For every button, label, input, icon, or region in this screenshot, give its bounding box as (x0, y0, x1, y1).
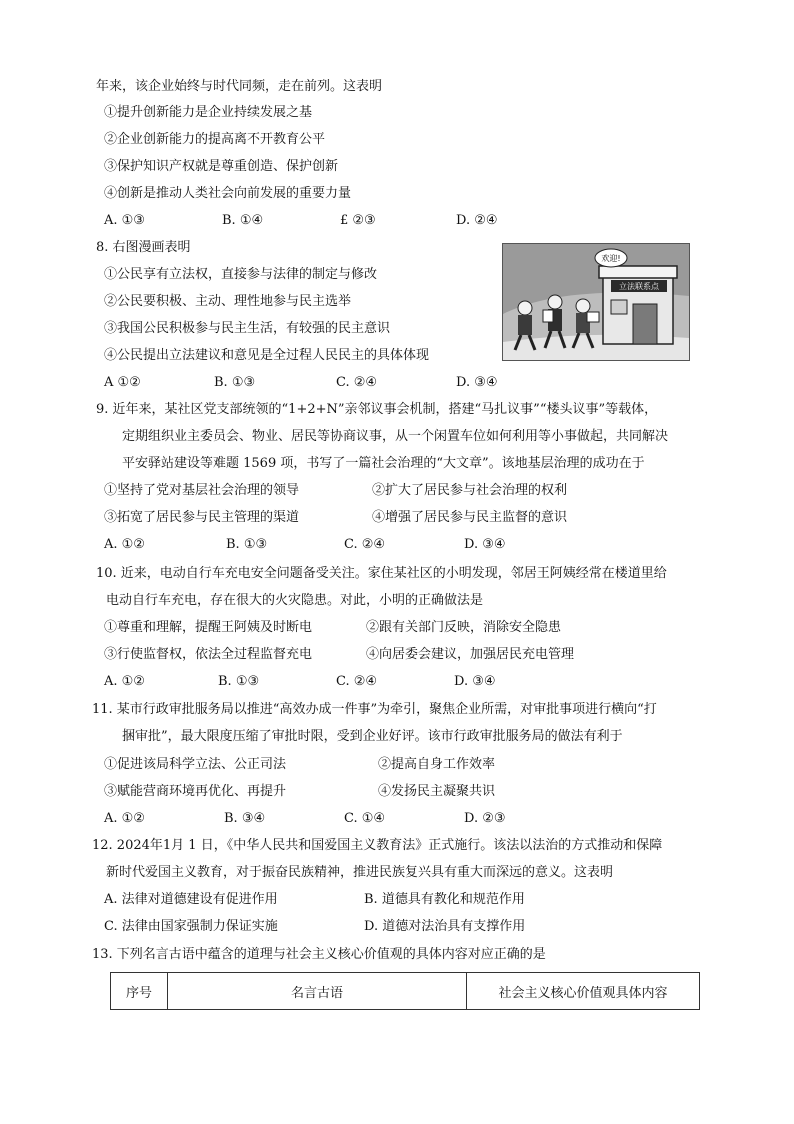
q11-option-a: A. ①② (104, 811, 145, 826)
q8-option-c: C. ②④ (336, 375, 378, 390)
q10-item-3: ③行使监督权，依法全过程监督充电 (104, 647, 313, 662)
cartoon-welcome-sign: 欢迎! (601, 254, 621, 263)
q8-cartoon-image (502, 243, 690, 361)
cartoon-drawing (503, 244, 689, 360)
table-header-quote: 名言古语 (168, 973, 467, 1010)
q7-option-a: A. ①③ (104, 213, 145, 228)
q9-option-b: B. ①③ (226, 537, 268, 552)
q12-option-c: C. 法律由国家强制力保证实施 (104, 919, 278, 934)
q7-stem-continuation: 年来，该企业始终与时代同频，走在前列。这表明 (96, 79, 383, 94)
q10-stem-line-2: 电动自行车充电，存在很大的火灾隐患。对此，小明的正确做法是 (106, 593, 484, 608)
q10-option-b: B. ①③ (218, 674, 260, 689)
q8-stem: 8. 右图漫画表明 (96, 240, 191, 255)
q7-option-b: B. ①④ (222, 213, 264, 228)
q7-item-1: ①提升创新能力是企业持续发展之基 (104, 105, 313, 120)
q9-stem-line-2: 定期组织业主委员会、物业、居民等协商议事，从一个闲置车位如何利用等小事做起，共同解决 (122, 429, 669, 444)
q9-option-c: C. ②④ (344, 537, 386, 552)
q7-item-4: ④创新是推动人类社会向前发展的重要力量 (104, 186, 352, 201)
q7-item-2: ②企业创新能力的提高离不开教育公平 (104, 132, 326, 147)
q10-item-2: ②跟有关部门反映，消除安全隐患 (366, 620, 562, 635)
q9-stem-line-1: 9. 近年来，某社区党支部统领的“1+2+N”亲邻议事会机制，搭建“马扎议事”“楼头议事”等载体， (96, 402, 658, 417)
q10-option-c: C. ②④ (336, 674, 378, 689)
q8-item-2: ②公民要积极、主动、理性地参与民主选举 (104, 294, 352, 309)
q10-item-1: ①尊重和理解，提醒王阿姨及时断电 (104, 620, 313, 635)
q11-option-d: D. ②③ (464, 811, 506, 826)
q9-item-4: ④增强了居民参与民主监督的意识 (372, 510, 568, 525)
table-header-number: 序号 (111, 973, 168, 1010)
q7-option-c: £ ②③ (340, 213, 376, 228)
q11-item-3: ③赋能营商环境再优化、再提升 (104, 784, 287, 799)
table-header-row (111, 973, 700, 1010)
q8-item-3: ③我国公民积极参与民主生活，有较强的民主意识 (104, 321, 391, 336)
q10-option-d: D. ③④ (454, 674, 496, 689)
q7-item-3: ③保护知识产权就是尊重创造、保护创新 (104, 159, 339, 174)
q12-stem-line-2: 新时代爱国主义教育，对于振奋民族精神，推进民族复兴具有重大而深远的意义。这表明 (106, 865, 614, 880)
q11-option-b: B. ③④ (224, 811, 266, 826)
q8-option-a: A ①② (104, 375, 141, 390)
q8-item-4: ④公民提出立法建议和意见是全过程人民民主的具体体现 (104, 348, 430, 363)
cartoon-building-label: 立法联系点 (619, 282, 659, 291)
q11-item-1: ①促进该局科学立法、公正司法 (104, 757, 287, 772)
q12-option-b: B. 道德具有教化和规范作用 (364, 892, 525, 907)
q13-table (110, 972, 700, 1010)
q12-option-a: A. 法律对道德建设有促进作用 (104, 892, 278, 907)
q9-option-a: A. ①② (104, 537, 145, 552)
q12-stem-line-1: 12. 2024年1月 1 日，《中华人民共和国爱国主义教育法》正式施行。该法以法治的方式推动和保障 (92, 838, 663, 853)
q9-stem-line-3: 平安驿站建设等难题 1569 项，书写了一篇社会治理的“大文章”。该地基层治理的成功在于 (122, 456, 645, 471)
q7-option-d: D. ②④ (456, 213, 498, 228)
q8-option-b: B. ①③ (214, 375, 256, 390)
q10-item-4: ④向居委会建议，加强居民充电管理 (366, 647, 575, 662)
table-header-values: 社会主义核心价值观具体内容 (467, 973, 700, 1010)
q8-option-d: D. ③④ (456, 375, 498, 390)
q11-stem-line-1: 11. 某市行政审批服务局以推进“高效办成一件事”为牵引，聚焦企业所需，对审批事项进行横向“打 (92, 702, 657, 717)
q11-option-c: C. ①④ (344, 811, 386, 826)
q11-item-2: ②提高自身工作效率 (378, 757, 496, 772)
q11-stem-line-2: 捆审批”，最大限度压缩了审批时限，受到企业好评。该市行政审批服务局的做法有利于 (122, 729, 623, 744)
q9-item-2: ②扩大了居民参与社会治理的权利 (372, 483, 568, 498)
q10-stem-line-1: 10. 近来，电动自行车充电安全问题备受关注。家住某社区的小明发现，邻居王阿姨经常在楼道里给 (96, 566, 667, 581)
q10-option-a: A. ①② (104, 674, 145, 689)
q13-stem: 13. 下列名言古语中蕴含的道理与社会主义核心价值观的具体内容对应正确的是 (92, 947, 546, 962)
q9-item-3: ③拓宽了居民参与民主管理的渠道 (104, 510, 300, 525)
q9-item-1: ①坚持了党对基层社会治理的领导 (104, 483, 300, 498)
q11-item-4: ④发扬民主凝聚共识 (378, 784, 496, 799)
q12-option-d: D. 道德对法治具有支撑作用 (364, 919, 526, 934)
q8-item-1: ①公民享有立法权，直接参与法律的制定与修改 (104, 267, 378, 282)
q9-option-d: D. ③④ (464, 537, 506, 552)
